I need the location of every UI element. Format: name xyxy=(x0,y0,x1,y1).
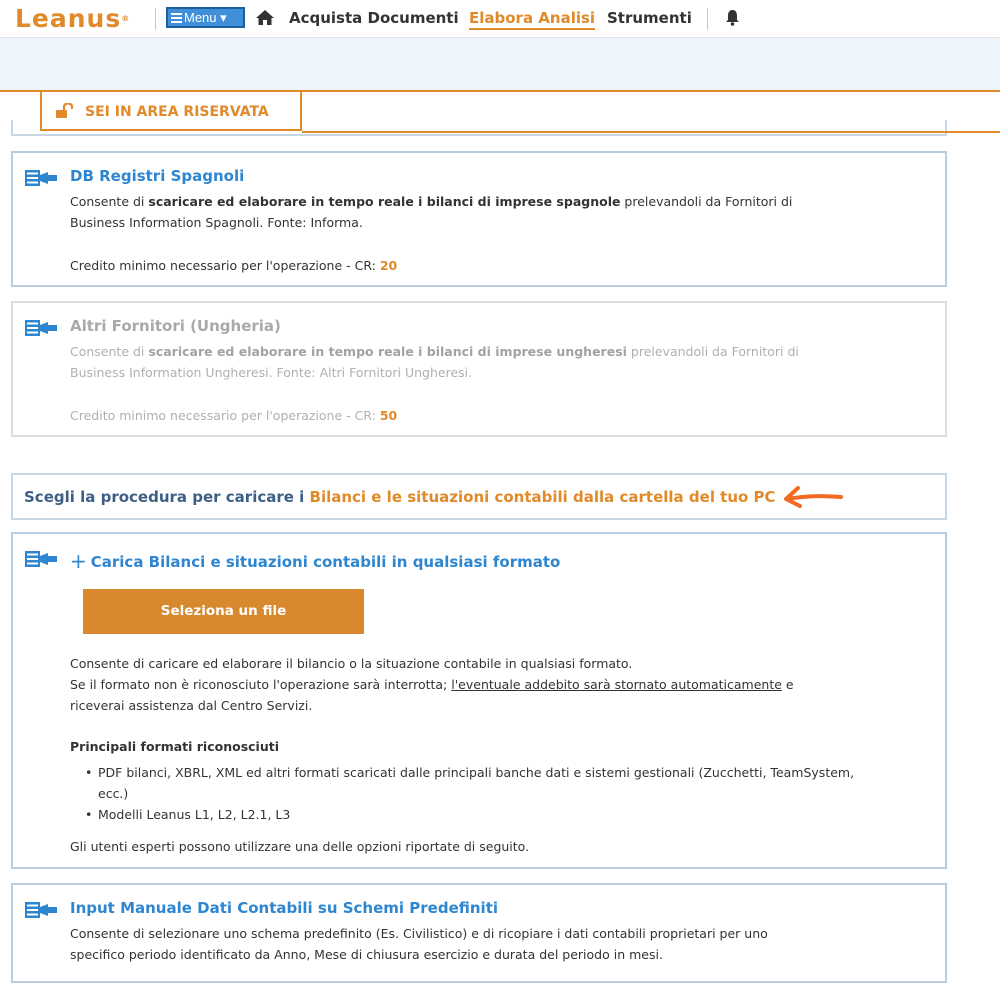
list-item: • Modelli Leanus L1, L2, L2.1, L3 xyxy=(98,804,858,825)
menu-label: Menu xyxy=(184,10,217,25)
formats-list xyxy=(70,762,858,825)
formats-title: Principali formati riconosciuti xyxy=(70,739,279,754)
nav-separator xyxy=(155,8,156,30)
card-upload-bilanci xyxy=(11,532,947,869)
nav-acquista-documenti[interactable]: Acquista Documenti xyxy=(289,9,459,27)
card-input-manuale[interactable] xyxy=(11,883,947,983)
menu-button[interactable]: Menu ▾ xyxy=(166,7,245,28)
nav-strumenti[interactable]: Strumenti xyxy=(607,9,692,27)
arrow-left-icon xyxy=(781,485,843,509)
refund-link[interactable]: l'eventuale addebito sarà stornato automaticamente xyxy=(451,677,782,692)
credit-info: Credito minimo necessario per l'operazione - CR: 20 xyxy=(70,258,398,273)
card-db-registri-spagnoli[interactable] xyxy=(11,151,947,287)
card-description: Consente di scaricare ed elaborare in tempo reale i bilanci di imprese ungheresi prelevandoli da Fornitori di Business Information Ungheresi. Fonte: Altri Fornitori Ungheresi. xyxy=(70,344,799,380)
header-band xyxy=(0,38,1000,90)
upload-description: Consente di caricare ed elaborare il bilancio o la situazione contabile in qualsiasi formato. Se il formato non è riconosciuto l'operazione sarà interrotta; l'eventuale addebito sarà stornato automaticamente e riceverai assistenza dal Centro Servizi. xyxy=(70,656,794,713)
nav-elabora-analisi[interactable]: Elabora Analisi xyxy=(469,9,595,30)
list-arrow-icon xyxy=(25,320,57,336)
card-title[interactable]: Input Manuale Dati Contabili su Schemi Predefiniti xyxy=(70,899,499,917)
credit-value: 20 xyxy=(379,258,398,273)
hamburger-icon xyxy=(171,13,182,23)
credit-info: Credito minimo necessario per l'operazione - CR: 50 xyxy=(70,408,398,423)
bell-icon[interactable] xyxy=(725,9,740,26)
procedure-heading-text: Scegli la procedura per caricare i Bilanci e le situazioni contabili dalla cartella del tuo PC xyxy=(24,488,776,506)
list-arrow-icon xyxy=(25,902,57,918)
list-arrow-icon xyxy=(25,551,57,567)
card-description: Consente di selezionare uno schema predefinito (Es. Civilistico) e di ricopiare i dati contabili proprietari per uno specifico periodo identificato da Anno, Mese di chiusura esercizio e durata del periodo in mesi. xyxy=(70,926,768,962)
expert-users-note: Gli utenti esperti possono utilizzare una delle opzioni riportate di seguito. xyxy=(70,839,530,854)
upload-title[interactable]: + Carica Bilanci e situazioni contabili in qualsiasi formato xyxy=(70,549,561,573)
select-file-button[interactable]: Seleziona un file xyxy=(83,589,364,634)
credit-value: 50 xyxy=(379,408,398,423)
section-divider xyxy=(302,131,1000,133)
plus-icon: + xyxy=(70,549,87,573)
list-item: • PDF bilanci, XBRL, XML ed altri formati scaricati dalle principali banche dati e sistemi gestionali (Zucchetti, TeamSystem, ecc.) xyxy=(98,762,858,804)
reserved-area-tab xyxy=(40,92,302,131)
leanus-logo[interactable]: Leanus® xyxy=(15,4,130,33)
card-title: Altri Fornitori (Ungheria) xyxy=(70,317,281,335)
reserved-area-label: SEI IN AREA RISERVATA xyxy=(85,104,269,120)
card-description: Consente di scaricare ed elaborare in tempo reale i bilanci di imprese spagnole prelevandoli da Fornitori di Business Information Spagnoli. Fonte: Informa. xyxy=(70,194,793,230)
procedure-heading xyxy=(11,473,947,520)
card-altri-fornitori-ungheria xyxy=(11,301,947,437)
home-icon[interactable] xyxy=(255,9,275,26)
list-arrow-icon xyxy=(25,170,57,186)
nav-separator xyxy=(707,8,708,30)
unlock-icon xyxy=(55,103,75,119)
top-navbar xyxy=(0,0,1000,38)
card-title[interactable]: DB Registri Spagnoli xyxy=(70,167,245,185)
